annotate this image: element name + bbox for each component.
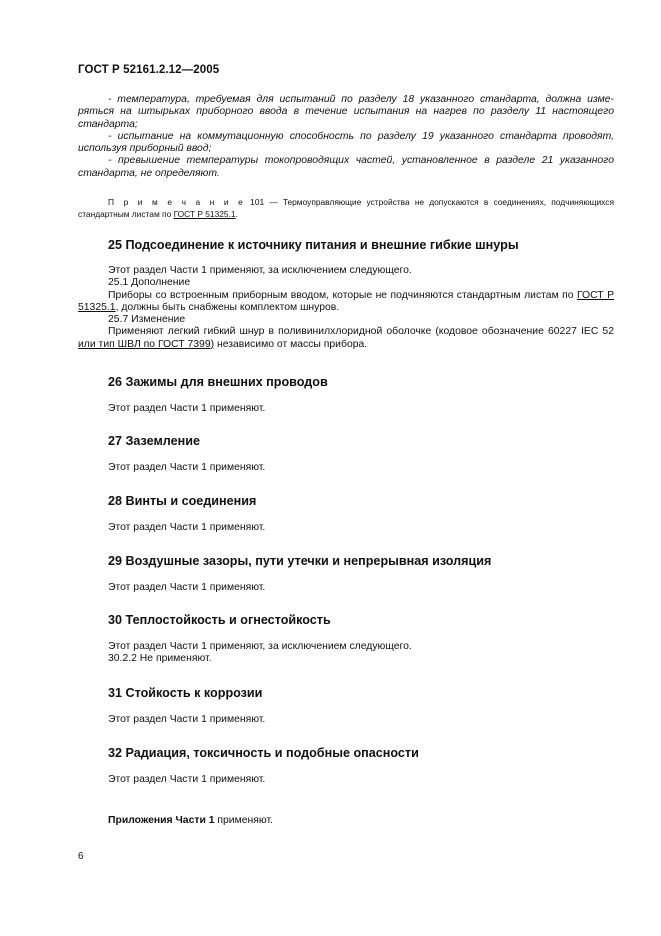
note-number: 101	[250, 197, 265, 208]
section-25-7-text	[78, 326, 614, 351]
note-101	[78, 197, 614, 220]
s25-p2a: Приборы со встроенным приборным вводом, которые не подчиняются стандартным листам по	[108, 289, 577, 301]
section-26-text: Этот раздел Части 1 применяют.	[108, 403, 266, 414]
section-27-text: Этот раздел Части 1 применяют.	[108, 462, 266, 473]
section-32-title: 32 Радиация, токсичность и подобные опасности	[108, 746, 419, 760]
s25-ref-gost-51325[interactable]: ГОСТ Р 51325.1	[78, 289, 614, 313]
note-reference-link[interactable]: ГОСТ Р 51325.1	[173, 208, 236, 219]
section-30-2-2: 30.2.2 Не применяют.	[108, 653, 212, 665]
intro-item-3: - превышение температуры токопроводящих частей, установленное в разделе 21 указанного стандарта, не определяют.	[78, 155, 614, 179]
s25-ref-gost-7399[interactable]: или тип ШВЛ по ГОСТ 7399)	[78, 338, 215, 350]
section-29	[78, 554, 614, 594]
note-end: .	[235, 208, 238, 219]
section-30	[78, 613, 614, 666]
section-32	[78, 746, 614, 786]
section-28-text: Этот раздел Части 1 применяют.	[108, 522, 266, 533]
section-28	[78, 494, 614, 534]
section-31-text: Этот раздел Части 1 применяют.	[108, 714, 266, 725]
s25-p2b: , должны быть снабжены комплектом шнуров.	[115, 301, 340, 313]
section-27-title: 27 Заземление	[108, 434, 200, 448]
intro-item-2: - испытание на коммутационную способность по разделу 19 указанного стандарта проводят, используя приборный ввод;	[78, 130, 614, 155]
s25-p3b: независимо от массы прибора.	[214, 338, 368, 350]
note-label: П р и м е ч а н и е	[108, 197, 245, 208]
section-31	[78, 686, 614, 726]
section-26-title: 26 Зажимы для внешних проводов	[108, 375, 328, 389]
section-29-text: Этот раздел Части 1 применяют.	[108, 582, 266, 593]
appendix-bold: Приложения Части 1	[108, 815, 215, 826]
s25-p3a: Применяют легкий гибкий шнур в поливинилхлоридной оболочке (кодовое обозначение 60227 IEC 52	[108, 326, 614, 338]
section-30-title: 30 Теплостойкость и огнестойкость	[108, 613, 331, 627]
section-31-title: 31 Стойкость к коррозии	[108, 686, 263, 700]
section-25	[78, 238, 614, 351]
appendix-rest: применяют.	[214, 815, 273, 826]
section-26	[78, 375, 614, 415]
section-30-text: Этот раздел Части 1 применяют, за исключением следующего.	[108, 641, 412, 652]
section-25-7-heading: 25.7 Изменение	[108, 314, 186, 326]
section-27	[78, 434, 614, 474]
section-32-text: Этот раздел Части 1 применяют.	[108, 774, 266, 785]
note-text: — Термоуправляющие устройства не допускаются в соединениях, подчиняющихся стандартным листам по	[78, 197, 615, 219]
section-25-title: 25 Подсоединение к источнику питания и внешние гибкие шнуры	[108, 238, 519, 252]
page-header-standard: ГОСТ Р 52161.2.12—2005	[78, 64, 220, 76]
section-29-title: 29 Воздушные зазоры, пути утечки и непрерывная изоляция	[108, 554, 492, 568]
section-25-1-heading: 25.1 Дополнение	[108, 277, 191, 289]
section-25-1-text	[78, 290, 614, 315]
intro-item-1: - температура, требуемая для испытаний по разделу 18 указанного стандарта, должна изме-ряться на штырьках приборного ввода в течение испытания на нагрев по разделу 11 настоящего стандарта;	[78, 94, 614, 130]
section-28-title: 28 Винты и соединения	[108, 494, 257, 508]
section-25-intro: Этот раздел Части 1 применяют, за исключением следующего.	[108, 265, 412, 276]
appendix-statement	[108, 815, 273, 826]
page-number: 6	[78, 851, 84, 862]
intro-block	[78, 94, 614, 220]
